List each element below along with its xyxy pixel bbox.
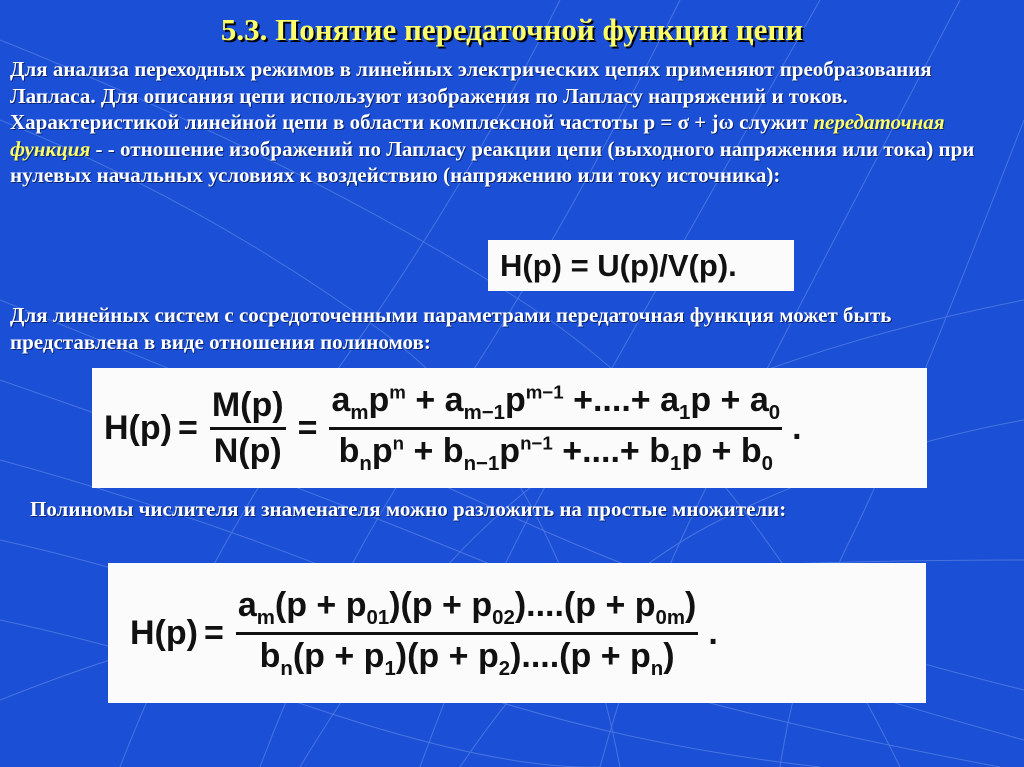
polynomial-numerator: $a_mp^m + a_{m-1}p^{m-1}$ +....+ $a_1p + a_0$ [329, 381, 782, 430]
polynomial-paragraph: Для линейных систем с сосредоточенными параметрами передаточная функция может быть представлена в виде отношения полиномов: [10, 303, 892, 354]
transfer-function-definition-formula [488, 240, 794, 291]
factor-numerator: $a_m(p + p_{01})(p + p_{02})....(p + p_{0m})$ [236, 586, 699, 635]
mn-numerator: M(p) [210, 386, 286, 430]
polynomial-denominator: $b_np^n + b_{n-1}p^{n-1}$ +....+ $b_1p + b_0$ [338, 431, 773, 475]
mn-denominator: N(p) [213, 431, 282, 470]
formula-lhs: H(p) [104, 408, 172, 447]
polynomial-fraction [329, 381, 782, 476]
factorized-formula: H(p) = $\frac{a_m(p + p_{01})(p + p_{02})....(p + p_{0m})}{b_n(p + p_1)(p + p_2)....(p + p_n)}$ . [108, 563, 926, 703]
slide-title: 5.3. Понятие передаточной функции цепи [220, 12, 804, 47]
factorization-paragraph: Полиномы числителя и знаменателя можно разложить на простые множители: [30, 497, 787, 521]
intro-paragraph [10, 56, 1010, 189]
polynomial-ratio-formula: H(p) = $\frac{M(p)}{N(p)}$ = $\frac{a_mp^m + a_{m-1}p^{m-1} +....+ a_1p + a_0}{b_np^n + b_{n-1}p^{n-1} +....+ b_1p + b_0}$ . [92, 368, 927, 488]
formula-text: H(p) = U(p)/V(p). [500, 247, 737, 283]
factor-fraction [236, 586, 699, 681]
factor-denominator: $b_n(p + p_1)(p + p_2)....(p + p_n)$ [259, 636, 675, 680]
intro-text-after: - - отношение изображений по Лапласу реакции цепи (выходного напряжения или тока) при нулевых начальных условиях к воздействию (напряжению или току источника): [10, 136, 975, 187]
mn-fraction [210, 386, 286, 471]
formula-lhs: H(p) [130, 613, 198, 652]
transfer-function-term: передаточная функция [10, 110, 945, 161]
intro-text-before: Для анализа переходных режимов в линейных электрических цепях применяют преобразования Лапласа. Для описания цепи используют изображения по Лапласу напряжений и токов. Характеристикой линейной цепи в области комплексной частоты p = σ + jω служит [10, 57, 932, 134]
